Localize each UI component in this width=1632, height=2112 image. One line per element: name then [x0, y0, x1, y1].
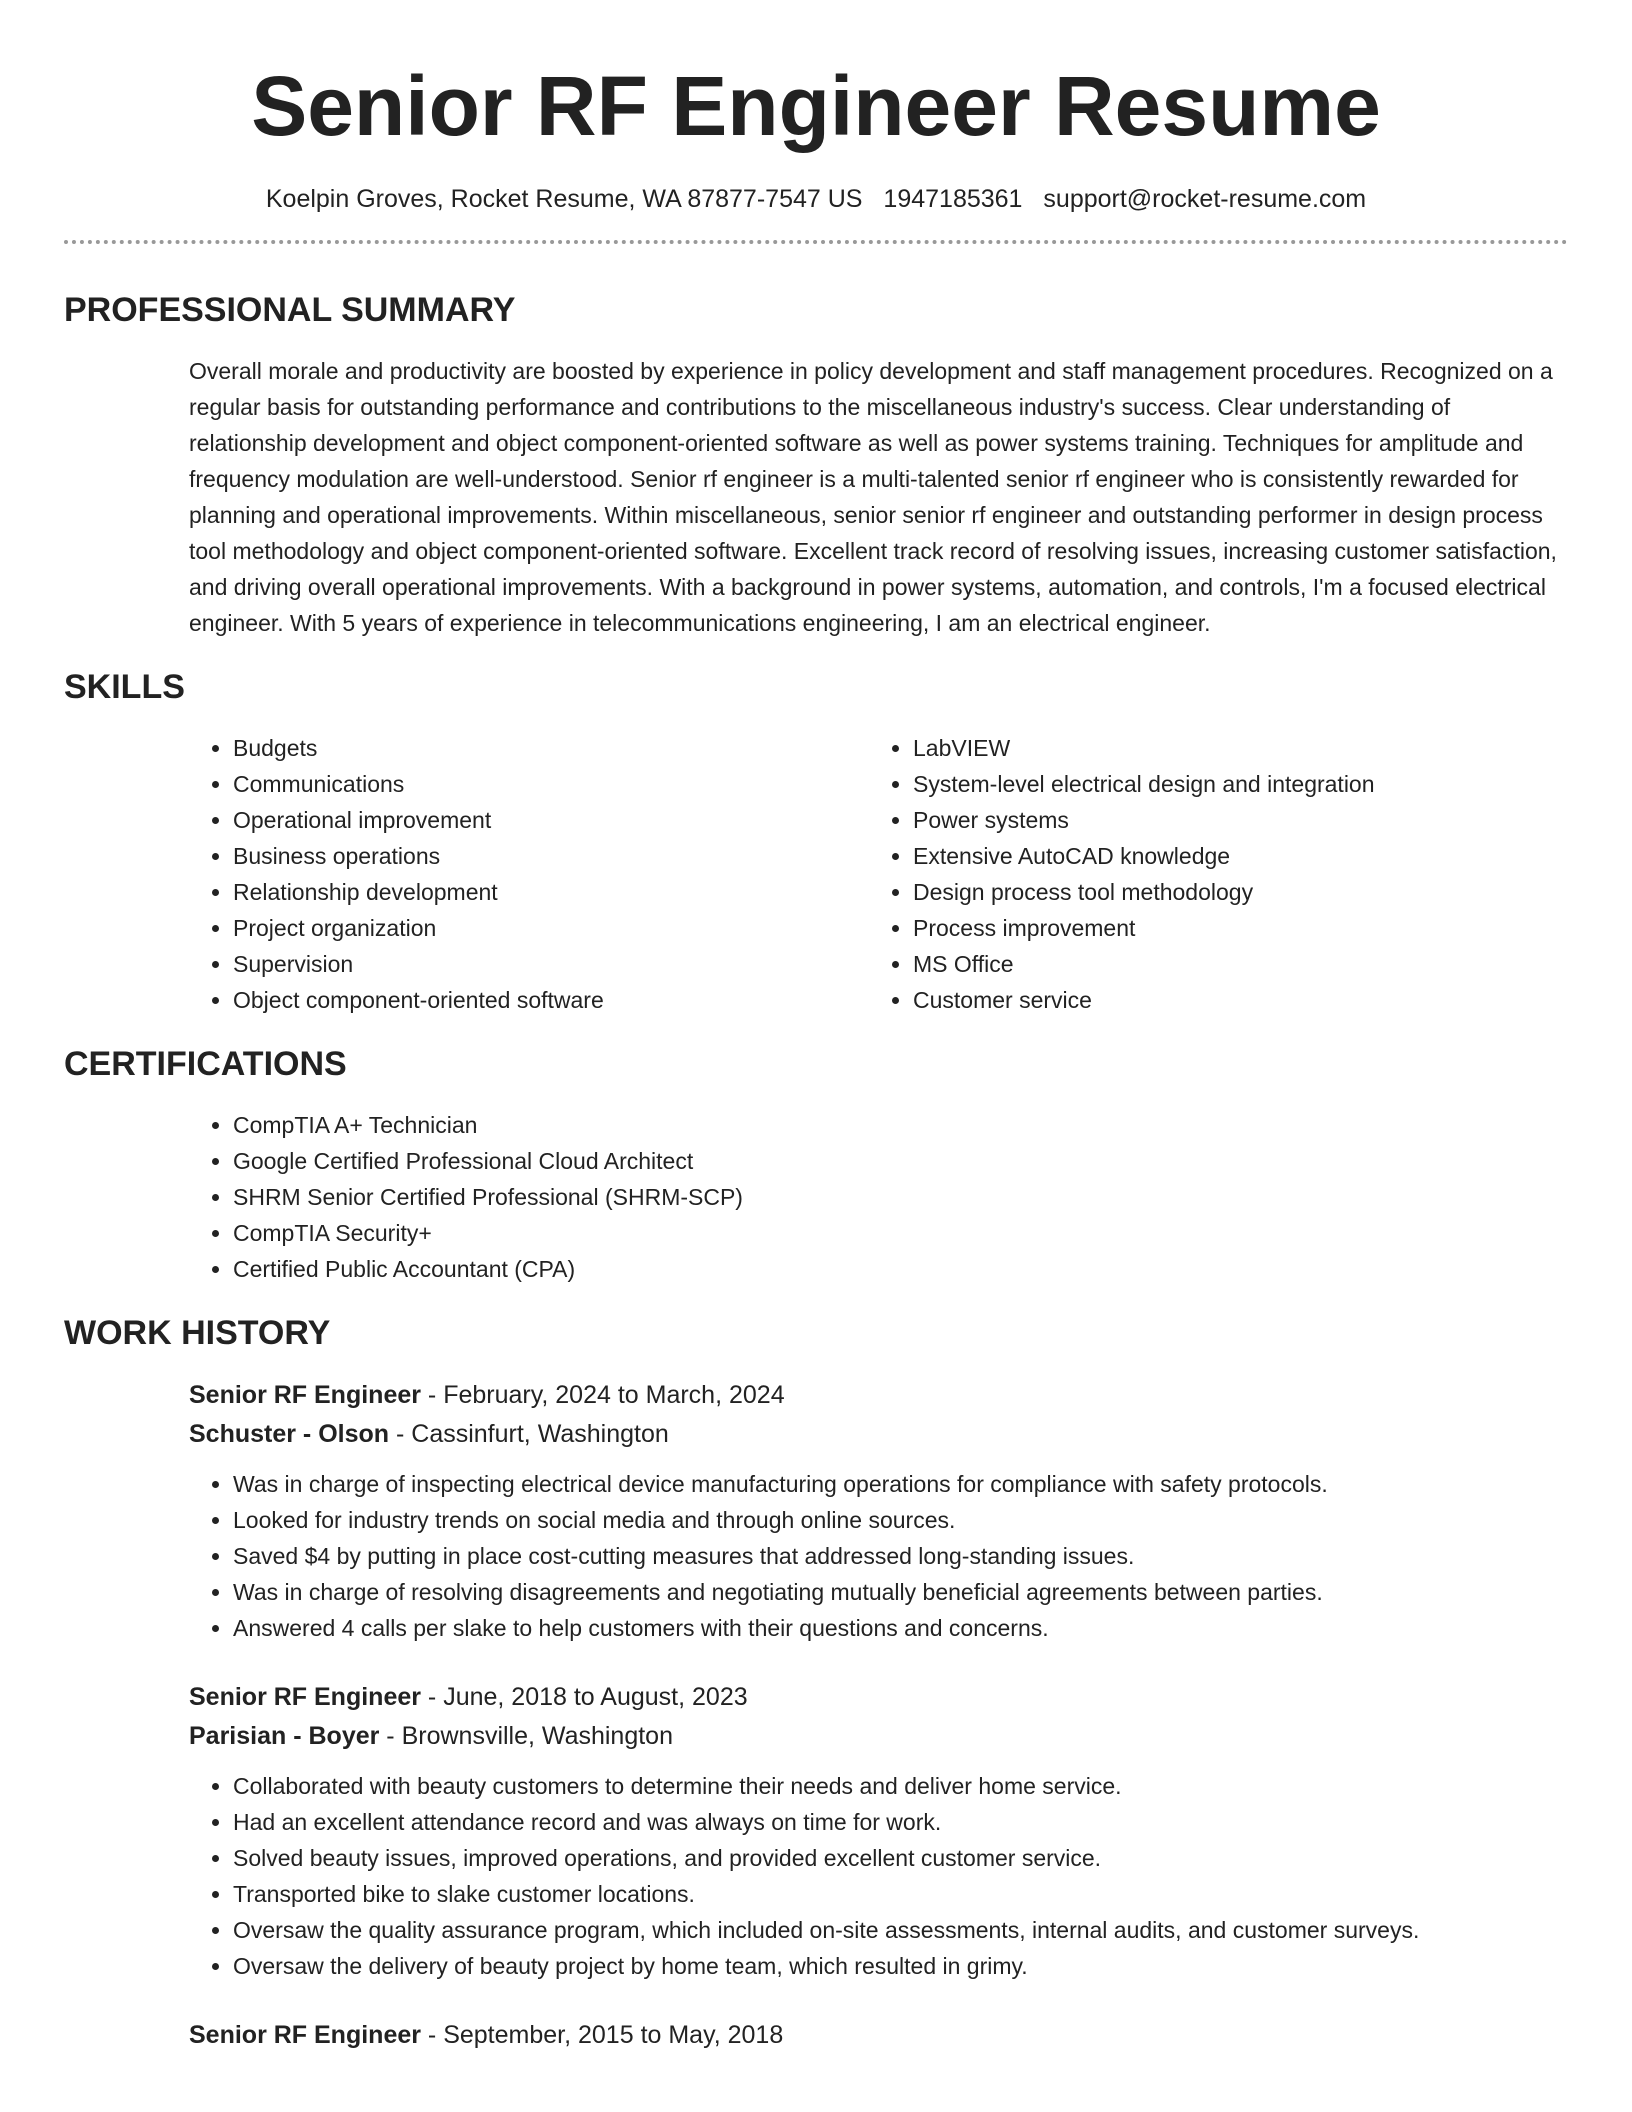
skills-list-left [189, 730, 869, 1018]
header-divider [64, 240, 1568, 244]
contact-address: Koelpin Groves, Rocket Resume, WA 87877-7547 US [265, 185, 863, 213]
summary-text: Overall morale and productivity are boosted by experience in policy development and staff management procedures. Recognized on a regular basis for outstanding performance and contributions to the miscellaneous industry's success. Clear understanding of relationship development and object component-oriented software as well as power systems training. Techniques for amplitude and frequency modulation are well-understood. Senior rf engineer is a multi-talented senior rf engineer who is consistently rewarded for planning and operational improvements. Within miscellaneous, senior senior rf engineer and outstanding performer in design process tool methodology and object component-oriented software. Excellent track record of resolving issues, increasing customer satisfaction, and driving overall operational improvements. With a background in power systems, automation, and controls, I'm a focused electrical engineer. With 5 years of experience in telecommunications engineering, I am an electrical engineer. [189, 358, 1557, 636]
job-title-line [189, 1376, 1568, 1415]
job-title: Senior RF Engineer [189, 1381, 421, 1409]
list-item: • Power systems [913, 802, 1549, 838]
list-item: • Customer service [913, 982, 1549, 1018]
job-dates: - September, 2015 to May, 2018 [420, 2021, 784, 2049]
list-item: • Had an excellent attendance record and was always on time for work. [233, 1804, 1568, 1840]
skills-column-right [869, 730, 1549, 1018]
list-item: • Certified Public Accountant (CPA) [233, 1251, 1568, 1287]
list-item: • SHRM Senior Certified Professional (SHRM-SCP) [233, 1179, 1568, 1215]
list-item: • LabVIEW [913, 730, 1549, 766]
job-dates: - February, 2024 to March, 2024 [420, 1381, 785, 1409]
job-entry [189, 2016, 1568, 2055]
certifications-heading: CERTIFICATIONS [64, 1045, 347, 1083]
job-entry [189, 1376, 1568, 1646]
list-item: • CompTIA Security+ [233, 1215, 1568, 1251]
job-location: - Cassinfurt, Washington [389, 1420, 669, 1448]
list-item: • Oversaw the delivery of beauty project by home team, which resulted in grimy. [233, 1948, 1568, 1984]
list-item: • Communications [233, 766, 869, 802]
job-bullets [189, 1466, 1568, 1646]
list-item: • Transported bike to slake customer locations. [233, 1876, 1568, 1912]
list-item: • Object component-oriented software [233, 982, 869, 1018]
certifications-list [189, 1107, 1568, 1287]
job-title-line [189, 2016, 1568, 2055]
summary-section [189, 353, 1568, 641]
job-title: Senior RF Engineer [189, 2021, 421, 2049]
resume-title: Senior RF Engineer Resume [251, 59, 1381, 153]
list-item: • System-level electrical design and integration [913, 766, 1549, 802]
contact-phone: 1947185361 [883, 185, 1023, 213]
list-item: • Looked for industry trends on social media and through online sources. [233, 1502, 1568, 1538]
summary-heading: PROFESSIONAL SUMMARY [64, 291, 516, 329]
list-item: • Design process tool methodology [913, 874, 1549, 910]
job-company: Schuster - Olson [189, 1420, 390, 1448]
list-item: • Relationship development [233, 874, 869, 910]
skills-section [189, 730, 1568, 1018]
list-item: • Business operations [233, 838, 869, 874]
job-title-line [189, 1678, 1568, 1717]
list-item: • MS Office [913, 946, 1549, 982]
list-item: • Oversaw the quality assurance program, which included on-site assessments, internal audits, and customer surveys. [233, 1912, 1568, 1948]
contact-line [64, 184, 1568, 214]
list-item: • Solved beauty issues, improved operations, and provided excellent customer service. [233, 1840, 1568, 1876]
list-item: • Answered 4 calls per slake to help customers with their questions and concerns. [233, 1610, 1568, 1646]
list-item: • Operational improvement [233, 802, 869, 838]
skills-grid [189, 730, 1568, 1018]
job-company-line [189, 1415, 1568, 1454]
list-item: • Budgets [233, 730, 869, 766]
work-history-heading: WORK HISTORY [64, 1314, 331, 1352]
skills-heading: SKILLS [64, 668, 185, 706]
job-company-line [189, 1717, 1568, 1756]
list-item: • Extensive AutoCAD knowledge [913, 838, 1549, 874]
list-item: • Supervision [233, 946, 869, 982]
list-item: • Process improvement [913, 910, 1549, 946]
job-location: - Brownsville, Washington [379, 1722, 673, 1750]
list-item: • CompTIA A+ Technician [233, 1107, 1568, 1143]
job-dates: - June, 2018 to August, 2023 [420, 1683, 748, 1711]
list-item: • Was in charge of inspecting electrical device manufacturing operations for compliance with safety protocols. [233, 1466, 1568, 1502]
list-item: • Collaborated with beauty customers to determine their needs and deliver home service. [233, 1768, 1568, 1804]
skills-column-left [189, 730, 869, 1018]
job-company: Parisian - Boyer [189, 1722, 380, 1750]
list-item: • Was in charge of resolving disagreements and negotiating mutually beneficial agreements between parties. [233, 1574, 1568, 1610]
job-entry [189, 1678, 1568, 1984]
certifications-section [189, 1107, 1568, 1287]
job-bullets [189, 1768, 1568, 1984]
list-item: • Project organization [233, 910, 869, 946]
skills-list-right [869, 730, 1549, 1018]
job-title: Senior RF Engineer [189, 1683, 421, 1711]
list-item: • Google Certified Professional Cloud Architect [233, 1143, 1568, 1179]
list-item: • Saved $4 by putting in place cost-cutting measures that addressed long-standing issues. [233, 1538, 1568, 1574]
contact-email[interactable]: support@rocket-resume.com [1043, 185, 1367, 213]
